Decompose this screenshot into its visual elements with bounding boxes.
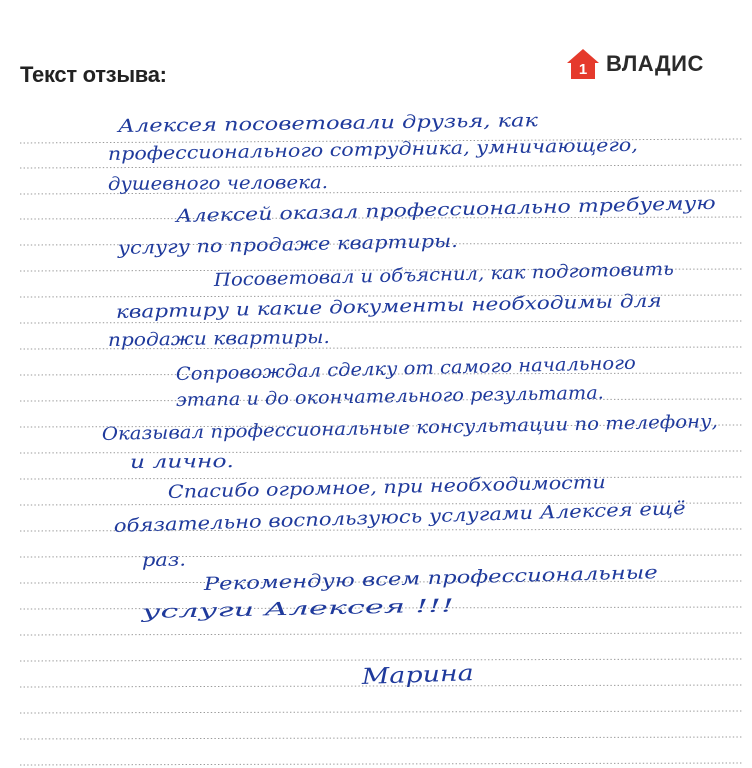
handwritten-line: продажи квартиры. <box>107 327 306 351</box>
signature: Марина <box>361 661 454 690</box>
handwritten-line: квартиру и какие документы необходимы для <box>115 292 571 323</box>
handwritten-line: услугу по продаже квартиры. <box>117 231 411 259</box>
handwritten-line: и лично. <box>129 451 211 473</box>
handwritten-line: профессионального сотрудника, умничающего, <box>107 135 571 165</box>
review-heading: Текст отзыва: <box>20 62 167 87</box>
handwritten-line: Рекомендую всем профессиональные <box>203 564 564 595</box>
handwritten-line: Спасибо огромное, при необходимости <box>167 473 549 503</box>
logo-digit: 1 <box>578 61 588 78</box>
handwritten-line: раз. <box>141 549 180 571</box>
handwritten-line: душевного человека. <box>107 172 309 195</box>
handwritten-line: Посоветовал и объяснил, как подготовить <box>213 259 637 291</box>
handwritten-line: этапа и до окончательного результата. <box>175 383 576 411</box>
handwritten-line: Сопровождал сделку от самого начального <box>175 353 601 385</box>
handwritten-line: Алексея посоветовали друзья, как <box>117 111 454 137</box>
handwritten-line: обязательно воспользуюсь услугами Алексея ещё <box>113 500 602 537</box>
logo-name: ВЛАДИС <box>606 51 704 76</box>
handwritten-line: Оказывал профессиональные консультации по телефону, <box>101 412 665 445</box>
handwritten-line: услуги Алексея !!! <box>141 598 318 623</box>
handwritten-line: Алексей оказал профессионально требуемую <box>175 195 617 227</box>
